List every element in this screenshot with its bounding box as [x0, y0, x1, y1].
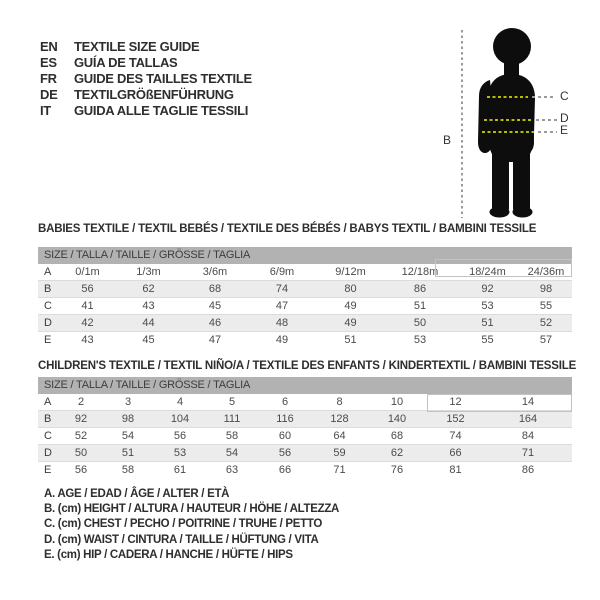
size-cell: 45 [182, 298, 248, 315]
table-row [38, 298, 572, 315]
child-silhouette-icon [450, 22, 560, 222]
size-cell: 92 [455, 281, 520, 298]
size-cell: 66 [278, 464, 292, 476]
lang-code: ES [40, 55, 57, 70]
lang-label: GUIDA ALLE TAGLIE TESSILI [74, 103, 249, 118]
size-cell: 51 [385, 298, 455, 315]
size-cell: 56 [74, 464, 88, 476]
size-cell: 43 [81, 334, 94, 346]
lang-code: FR [40, 71, 57, 86]
legend-item-age: A. AGE / EDAD / ÂGE / ALTER / ETÀ [44, 488, 230, 500]
row-label: E [44, 464, 52, 476]
size-cell: 12 [427, 394, 484, 411]
size-cell: 58 [121, 464, 135, 476]
row-label: C [38, 428, 60, 445]
table-row [38, 445, 572, 462]
size-cell: 74 [248, 281, 316, 298]
size-cell: 46 [182, 315, 248, 332]
size-cell: 63 [225, 464, 239, 476]
size-cell: 48 [248, 315, 316, 332]
size-cell: 24/36m [520, 264, 572, 281]
size-cell: 86 [385, 281, 455, 298]
row-label: B [38, 281, 60, 298]
size-cell: 116 [258, 411, 312, 428]
lang-row-es [40, 55, 252, 71]
lang-row-en [40, 39, 252, 55]
size-cell: 6/9m [248, 264, 316, 281]
children-table [38, 377, 572, 478]
size-cell: 60 [258, 428, 312, 445]
lang-code: DE [40, 87, 58, 102]
size-cell: 68 [367, 428, 427, 445]
row-label: A [38, 264, 60, 281]
table-row [38, 394, 572, 411]
chest-measure-line [487, 96, 528, 98]
size-cell: 68 [182, 281, 248, 298]
size-cell: 45 [142, 334, 155, 346]
row-label: A [38, 394, 60, 411]
size-cell: 52 [520, 315, 572, 332]
size-cell: 86 [521, 464, 535, 476]
size-cell: 47 [248, 298, 316, 315]
size-cell: 42 [60, 315, 115, 332]
table-row [38, 332, 572, 349]
size-cell: 62 [115, 281, 182, 298]
size-cell: 51 [455, 315, 520, 332]
size-cell: 52 [60, 428, 102, 445]
size-cell: 57 [539, 334, 553, 346]
size-cell: 128 [312, 411, 367, 428]
lang-code: IT [40, 103, 51, 118]
size-cell: 53 [413, 334, 427, 346]
size-cell: 74 [427, 428, 484, 445]
waist-measure-label: D [560, 111, 569, 125]
size-cell: 43 [115, 298, 182, 315]
legend-item-hip: E. (cm) HIP / CADERA / HANCHE / HÜFTE / HIPS [44, 548, 293, 561]
height-measure-label: B [443, 133, 452, 147]
size-cell: 92 [60, 411, 102, 428]
size-cell: 50 [385, 315, 455, 332]
legend-item-height: B. (cm) HEIGHT / ALTURA / HAUTEUR / HÖHE / ALTEZZA [44, 503, 340, 516]
legend-item-chest: C. (cm) CHEST / PECHO / POITRINE / TRUHE / PETTO [44, 518, 323, 531]
babies-size-header: SIZE / TALLA / TAILLE / GRÖSSE / TAGLIA [38, 247, 572, 264]
size-cell: 54 [206, 445, 258, 462]
size-cell: 6 [258, 394, 312, 411]
size-cell: 10 [367, 394, 427, 411]
size-cell: 49 [316, 298, 385, 315]
table-row [38, 428, 572, 445]
children-size-header: SIZE / TALLA / TAILLE / GRÖSSE / TAGLIA [38, 377, 572, 394]
size-cell: 12/18m [385, 264, 455, 281]
size-cell: 84 [484, 428, 572, 445]
language-list [40, 39, 252, 119]
size-cell: 71 [484, 445, 572, 462]
lang-label: GUIDE DES TAILLES TEXTILE [74, 71, 252, 86]
size-cell: 104 [154, 411, 206, 428]
row-label: E [44, 334, 52, 346]
size-cell: 55 [481, 334, 494, 346]
size-cell: 81 [449, 464, 462, 476]
babies-table [38, 247, 572, 348]
size-cell: 3 [102, 394, 154, 411]
hip-measure-label: E [560, 123, 569, 137]
size-cell: 47 [208, 334, 222, 346]
size-cell: 9/12m [316, 264, 385, 281]
size-cell: 56 [258, 445, 312, 462]
table-row [38, 411, 572, 428]
size-cell: 5 [206, 394, 258, 411]
row-label: C [38, 298, 60, 315]
size-cell: 71 [333, 464, 346, 476]
size-cell: 44 [115, 315, 182, 332]
size-cell: 1/3m [115, 264, 182, 281]
size-cell: 4 [154, 394, 206, 411]
size-cell: 98 [520, 281, 572, 298]
size-cell: 41 [60, 298, 115, 315]
table-row [38, 264, 572, 281]
size-cell: 64 [312, 428, 367, 445]
size-cell: 14 [484, 394, 572, 411]
lang-row-it [40, 103, 252, 119]
size-cell: 66 [427, 445, 484, 462]
size-cell: 49 [316, 315, 385, 332]
measure-legend [44, 487, 339, 563]
size-cell: 56 [60, 281, 115, 298]
size-cell: 61 [173, 464, 187, 476]
waist-measure-line [484, 119, 532, 121]
children-section-title: CHILDREN'S TEXTILE / TEXTIL NIÑO/A / TEXTILE DES ENFANTS / KINDERTEXTIL / BAMBINI TESSILE [38, 360, 577, 372]
size-cell: 18/24m [455, 264, 520, 281]
size-cell: 76 [390, 464, 404, 476]
lang-label: TEXTILE SIZE GUIDE [74, 39, 200, 54]
size-cell: 55 [520, 298, 572, 315]
size-cell: 111 [206, 411, 258, 428]
size-cell: 8 [312, 394, 367, 411]
row-label: D [38, 315, 60, 332]
legend-item-waist: D. (cm) WAIST / CINTURA / TAILLE / HÜFTUNG / VITA [44, 533, 319, 546]
size-cell: 51 [102, 445, 154, 462]
row-label: B [38, 411, 60, 428]
table-row [38, 281, 572, 298]
size-cell: 53 [154, 445, 206, 462]
size-cell: 152 [427, 411, 484, 428]
table-row [38, 315, 572, 332]
chest-measure-label: C [560, 89, 569, 103]
lang-row-de [40, 87, 252, 103]
hip-measure-line [482, 131, 534, 133]
hip-guide-line [538, 131, 557, 133]
table-row [38, 462, 572, 479]
size-cell: 80 [316, 281, 385, 298]
lang-row-fr [40, 71, 252, 87]
size-cell: 98 [102, 411, 154, 428]
size-cell: 51 [344, 334, 357, 346]
size-cell: 49 [275, 334, 289, 346]
size-cell: 59 [312, 445, 367, 462]
size-cell: 2 [60, 394, 102, 411]
size-cell: 0/1m [60, 264, 115, 281]
size-cell: 140 [367, 411, 427, 428]
lang-code: EN [40, 39, 58, 54]
lang-label: GUÍA DE TALLAS [74, 55, 178, 70]
size-cell: 50 [60, 445, 102, 462]
size-cell: 3/6m [182, 264, 248, 281]
size-cell: 54 [102, 428, 154, 445]
size-cell: 62 [367, 445, 427, 462]
size-cell: 53 [455, 298, 520, 315]
size-cell: 56 [154, 428, 206, 445]
babies-section-title: BABIES TEXTILE / TEXTIL BEBÉS / TEXTILE DES BÉBÉS / BABYS TEXTIL / BAMBINI TESSILE [38, 223, 537, 235]
height-guide-line [461, 30, 463, 218]
size-cell: 164 [484, 411, 572, 428]
waist-guide-line [536, 119, 557, 121]
lang-label: TEXTILGRÖßENFÜHRUNG [74, 87, 234, 102]
size-cell: 58 [206, 428, 258, 445]
row-label: D [38, 445, 60, 462]
chest-guide-line [532, 96, 556, 98]
